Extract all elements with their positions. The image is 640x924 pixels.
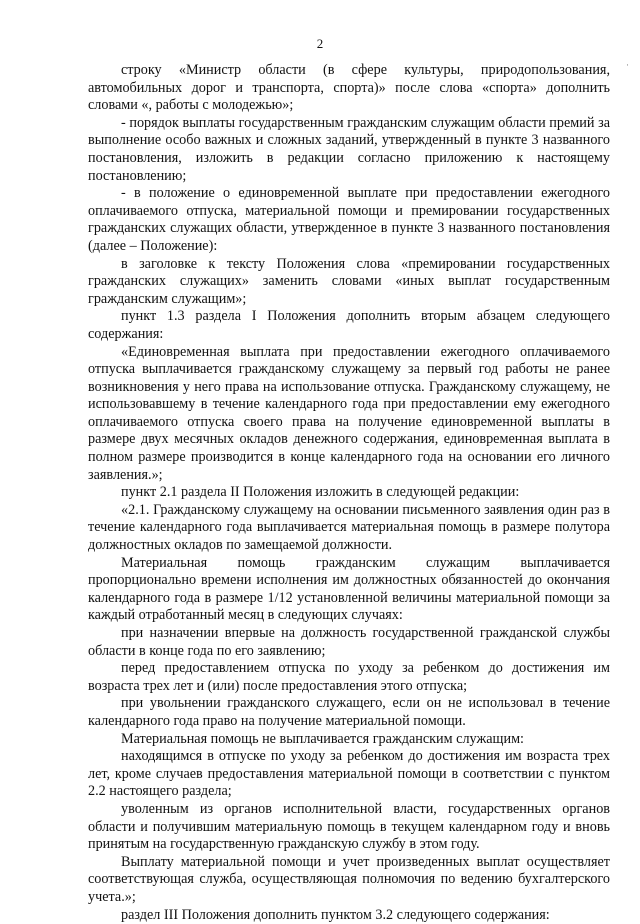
paragraph: пункт 2.1 раздела II Положения изложить в следующей редакции: [88,484,610,502]
paragraph: Материальная помощь не выплачивается гражданским служащим: [88,731,610,749]
page-number: 2 [0,36,640,52]
paragraph: уволенным из органов исполнительной власти, государственных органов области и получившим материальную помощь в текущем календарном году и вновь принятым на государственную гражданскую службу в этом году. [88,801,610,854]
paragraph: «2.1. Гражданскому служащему на основании письменного заявления один раз в течение календарного года выплачивается материальная помощь в размере полутора должностных окладов по замещаемой должности. [88,502,610,555]
paragraph: Выплату материальной помощи и учет произведенных выплат осуществляет соответствующая служба, осуществляющая полномочия по ведению бухгалтерского учета.»; [88,854,610,907]
paragraph: при увольнении гражданского служащего, если он не использовал в течение календарного года право на получение материальной помощи. [88,695,610,730]
paragraph: раздел III Положения дополнить пунктом 3.2 следующего содержания: [88,907,610,924]
paragraph: строку «Министр области (в сфере культуры, природопользования, автомобильных дорог и транспорта, спорта)» после слова «спорта» дополнить словами «, работы с молодежью»; [88,62,610,115]
paragraph: перед предоставлением отпуска по уходу за ребенком до достижения им возраста трех лет и (или) после предоставления этого отпуска; [88,660,610,695]
paragraph: - в положение о единовременной выплате при предоставлении ежегодного оплачиваемого отпуска, материальной помощи и премировании государственных гражданских служащих области, утвержденное в пункте 3 названного постановления (далее – Положение): [88,185,610,255]
paragraph: «Единовременная выплата при предоставлении ежегодного оплачиваемого отпуска выплачивается гражданскому служащему за первый год работы не ранее возникновения у него права на использование отпуска. Гражданскому служащему, не использовавшему в течение календарного года при предоставлении ему ежегодного оплачиваемого отпуска своего права на получение единовременной выплаты в размере двух месячных окладов денежного содержания, единовременная выплата в полном размере производится в конце календарного года на основании его личного заявления.»; [88,344,610,485]
paragraph: в заголовке к тексту Положения слова «премировании государственных гражданских служащих» заменить словами «иных выплат государственным гражданским служащим»; [88,256,610,309]
paragraph: - порядок выплаты государственным гражданским служащим области премий за выполнение особо важных и сложных заданий, утвержденный в пункте 3 названного постановления, изложить в редакции согласно приложению к настоящему постановлению; [88,115,610,185]
paragraph: при назначении впервые на должность государственной гражданской службы области в конце года по его заявлению; [88,625,610,660]
scan-mark: · [626,60,629,70]
paragraph: находящимся в отпуске по уходу за ребенком до достижения им возраста трех лет, кроме случаев предоставления материальной помощи в соответствии с пунктом 2.2 настоящего раздела; [88,748,610,801]
document-body [88,62,610,924]
paragraph: пункт 1.3 раздела I Положения дополнить вторым абзацем следующего содержания: [88,308,610,343]
paragraph: Материальная помощь гражданским служащим выплачивается пропорционально времени исполнения им должностных обязанностей до окончания календарного года в размере 1/12 установленной величины материальной помощи за каждый отработанный месяц в следующих случаях: [88,555,610,625]
